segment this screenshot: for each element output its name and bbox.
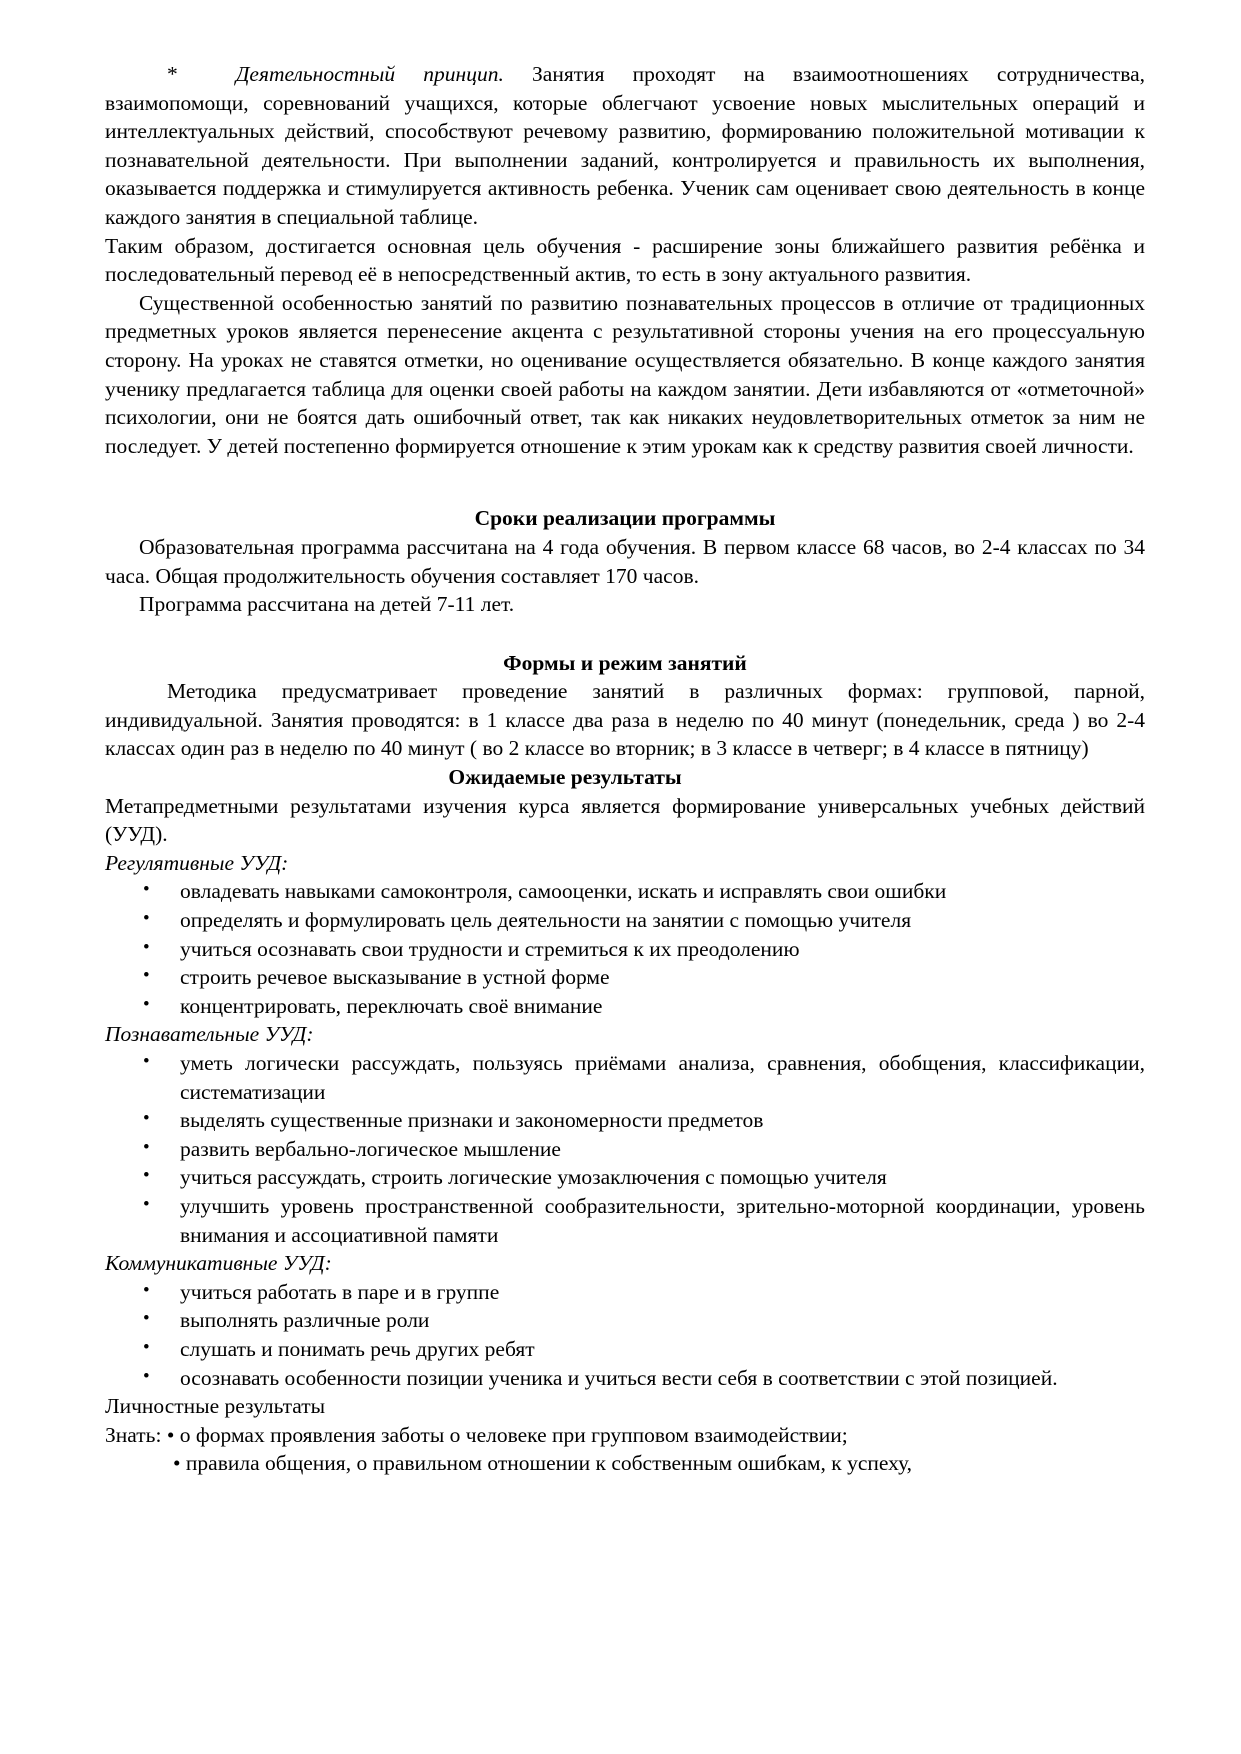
list-item-label: учиться осознавать свои трудности и стремиться к их преодолению xyxy=(180,936,800,961)
heading-personal-results: Личностные результаты xyxy=(105,1394,326,1419)
paragraph-thus: Таким образом, достигается основная цель обучения - расширение зоны ближайшего развития ребёнка и последовательный перевод её в непосредственный актив, то есть в зону актуального развития. xyxy=(105,233,1145,287)
know-label: Знать: xyxy=(105,1422,162,1447)
list-item-label: улучшить уровень пространственной сообразительности, зрительно-моторной координации, уровень внимания и ассоциативной памяти xyxy=(180,1193,1145,1247)
list-item xyxy=(105,1049,1145,1106)
list-item xyxy=(105,1364,1145,1393)
bullet-icon: • xyxy=(143,993,150,1015)
bullet-icon: • xyxy=(143,1279,150,1301)
label-cognitive-uud: Познавательные УУД: xyxy=(105,1022,314,1047)
bullet-icon: • xyxy=(143,1165,150,1187)
paragraph-forms: Методика предусматривает проведение занятий в различных формах: групповой, парной, индивидуальной. Занятия проводятся: в 1 классе два раза в неделю по 40 минут (понедельник, среда ) во 2-4 классах один раз в неделю по 40 минут ( во 2 классе во вторник; в 3 классе в четверг; в 4 классе в пятницу) xyxy=(105,679,1145,761)
label-regulative-uud: Регулятивные УУД: xyxy=(105,850,289,875)
list-item xyxy=(105,1278,1145,1307)
paragraph-terms-1: Образовательная программа рассчитана на 4 года обучения. В первом классе 68 часов, во 2-4 классах по 34 часа. Общая продолжительность обучения составляет 170 часов. xyxy=(105,534,1145,588)
list-item xyxy=(105,1106,1145,1135)
bullet-icon: • xyxy=(166,1422,175,1447)
heading-forms: Формы и режим занятий xyxy=(503,650,747,675)
paragraph-know-second-line xyxy=(105,1449,1145,1478)
activity-principle-term: Деятельностный принцип. xyxy=(235,62,504,86)
list-item xyxy=(105,877,1145,906)
list-item-label: осознавать особенности позиции ученика и учиться вести себя в соответствии с этой позицией. xyxy=(180,1365,1058,1390)
know-item-label: правила общения, о правильном отношении к собственным ошибкам, к успеху, xyxy=(185,1451,913,1476)
list-item-label: выполнять различные роли xyxy=(180,1308,430,1333)
bullet-icon: • xyxy=(143,1336,150,1358)
list-item-label: учиться работать в паре и в группе xyxy=(180,1279,500,1304)
list-item-label: слушать и понимать речь других ребят xyxy=(180,1336,535,1361)
list-item-label: развить вербально-логическое мышление xyxy=(180,1136,561,1161)
list-item-label: выделять существенные признаки и закономерности предметов xyxy=(180,1108,764,1133)
bullet-icon: • xyxy=(143,1051,150,1072)
list-item xyxy=(105,906,1145,935)
know-item-label: о формах проявления заботы о человеке при групповом взаимодействии; xyxy=(179,1422,848,1447)
list-item-label: концентрировать, переключать своё внимание xyxy=(180,993,603,1018)
bullet-asterisk: * xyxy=(167,62,178,86)
label-communicative-uud: Коммуникативные УУД: xyxy=(105,1251,332,1276)
activity-principle-text: Занятия проходят на взаимоотношениях сотрудничества, взаимопомощи, соревнований учащихся, которые облегчают усвоение новых мыслительных операций и интеллектуальных действий, способствуют речевому развитию, формированию положительной мотивации к познавательной деятельности. При выполнении заданий, контролируется и правильность их выполнения, оказывается поддержка и стимулируется активность ребенка. Ученик сам оценивает свою деятельность в конце каждого занятия в специальной таблице. xyxy=(105,62,1145,229)
spacer-before-terms-heading xyxy=(105,460,1145,504)
list-item xyxy=(105,1163,1145,1192)
list-item-label: овладевать навыками самоконтроля, самооценки, искать и исправлять свои ошибки xyxy=(180,879,947,904)
bullet-icon: • xyxy=(143,965,150,987)
list-item-label: учиться рассуждать, строить логические умозаключения с помощью учителя xyxy=(180,1165,887,1190)
bullet-icon: • xyxy=(143,908,150,930)
list-item xyxy=(105,1306,1145,1335)
list-communicative-uud xyxy=(105,1278,1145,1392)
list-item-label: определять и формулировать цель деятельности на занятии с помощью учителя xyxy=(180,908,912,933)
bullet-icon: • xyxy=(143,936,150,958)
paragraph-terms-2: Программа рассчитана на детей 7-11 лет. xyxy=(139,592,515,617)
list-item xyxy=(105,1335,1145,1364)
list-item xyxy=(105,992,1145,1021)
paragraph-essential-feature: Существенной особенностью занятий по развитию познавательных процессов в отличие от традиционных предметных уроков является перенесение акцента с результативной стороны учения на его процессуальную сторону. На уроках не ставятся отметки, но оценивание осуществляется обязательно. В конце каждого занятия ученику предлагается таблица для оценки своей работы на каждом занятии. Дети избавляются от «отметочной» психологии, они не боятся дать ошибочный ответ, так как никаких неудовлетворительных отметок за ним не последует. У детей постепенно формируется отношение к этим урокам как к средству развития своей личности. xyxy=(105,290,1145,458)
list-item xyxy=(105,963,1145,992)
bullet-icon: • xyxy=(143,1136,150,1158)
list-regulative-uud xyxy=(105,877,1145,1020)
bullet-icon: • xyxy=(173,1451,181,1476)
list-item xyxy=(105,1135,1145,1164)
list-item-label: строить речевое высказывание в устной форме xyxy=(180,965,610,990)
list-item xyxy=(105,935,1145,964)
bullet-icon: • xyxy=(143,1108,150,1130)
bullet-icon: • xyxy=(143,1308,150,1330)
spacer-before-forms-heading xyxy=(105,619,1145,649)
list-item-label: уметь логически рассуждать, пользуясь приёмами анализа, сравнения, обобщения, классификации, систематизации xyxy=(180,1051,1145,1104)
document-body xyxy=(105,60,1145,1478)
paragraph-results-intro: Метапредметными результатами изучения курса является формирование универсальных учебных действий (УУД). xyxy=(105,793,1145,847)
paragraph-activity-principle xyxy=(105,60,1145,232)
list-item xyxy=(105,1192,1145,1249)
paragraph-know-line xyxy=(105,1421,1145,1450)
bullet-icon: • xyxy=(143,1365,150,1387)
list-cognitive-uud xyxy=(105,1049,1145,1249)
heading-terms: Сроки реализации программы xyxy=(474,506,776,531)
bullet-icon: • xyxy=(143,1193,150,1215)
bullet-icon: • xyxy=(143,879,150,901)
heading-expected-results: Ожидаемые результаты xyxy=(448,765,682,790)
